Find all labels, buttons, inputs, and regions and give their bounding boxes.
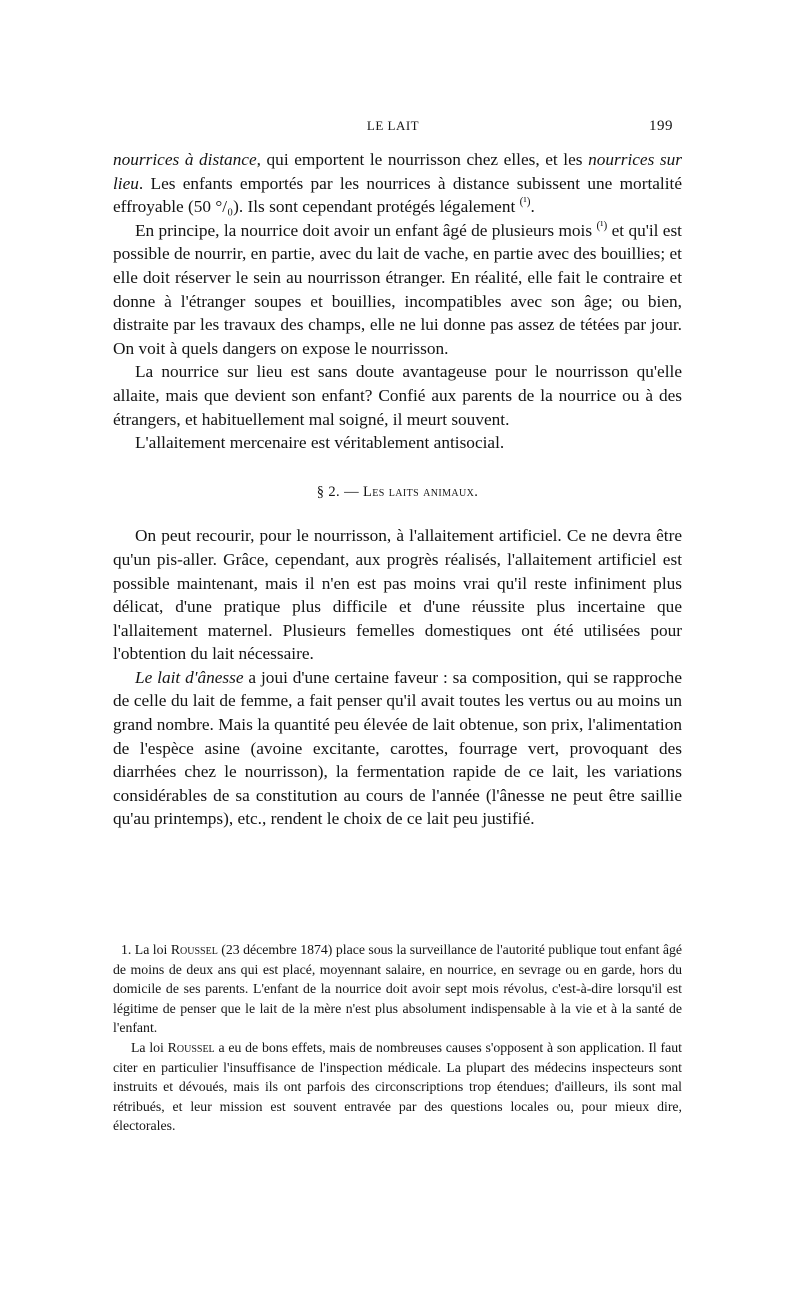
- text-run: , qui emportent le nourrisson chez elles, et les: [256, 150, 589, 169]
- section-heading: [113, 481, 682, 505]
- italic-term: nourrices sur lieu: [113, 150, 682, 193]
- footnote-1-continued: [113, 1038, 682, 1136]
- footnote-1: [113, 940, 682, 1038]
- italic-term: nourrices à distance: [113, 150, 257, 169]
- footnotes: [113, 940, 682, 1136]
- text-run: La loi: [131, 1039, 168, 1055]
- section-number: § 2. —: [316, 483, 364, 500]
- footnote-reference: (¹): [596, 220, 608, 233]
- text-run: 1. La loi: [121, 942, 171, 957]
- text-run: .: [530, 197, 535, 217]
- paragraph-nourrices: [113, 148, 682, 219]
- italic-term: Le lait d'ânesse: [135, 667, 244, 687]
- text-run: (23 décembre 1874) place sous la surveillance de l'autorité publique tout enfant âgé de moins de deux ans qui est placé, moyennant salaire, en nourrice, en sevrage ou en garde, hors du domicile de ses parents. L'enfant de la nourrice doit avoir sept mois révolus, c'est-à-dire lorsqu'il est légitime de penser que le lait de la mère n'est plus absolument indispensable à la vie et à la santé de l'enfant.: [113, 942, 682, 1036]
- running-title: LE LAIT: [366, 118, 420, 133]
- main-text: [113, 148, 682, 831]
- paragraph-principe: [113, 219, 682, 361]
- paragraph-lait-anesse: [113, 666, 682, 831]
- text-run: . Les enfants emportés par les nourrices à distance subissent une mortalité effroyable (50 °/₀). Ils sont cependant protégés légalement: [113, 173, 682, 217]
- paragraph-antisocial: L'allaitement mercenaire est véritablement antisocial.: [135, 433, 505, 453]
- paragraph-allaitement-artificiel: On peut recourir, pour le nourrisson, à l'allaitement artificiel. Ce ne devra être qu'un pis-aller. Grâce, cependant, aux progrès réalisés, l'allaitement artificiel est possible maintenant, mais il n'en est pas moins vrai qu'il reste infiniment plus délicat, d'une pratique plus difficile et d'une réussite plus incertaine que l'allaitement maternel. Plusieurs femelles domestiques ont été utilisées pour l'obtention du lait nécessaire.: [113, 526, 682, 664]
- text-run: En principe, la nourrice doit avoir un enfant âgé de plusieurs mois: [135, 220, 597, 240]
- text-run: a eu de bons effets, mais de nombreuses causes s'opposent à son application. Il faut citer en particulier l'insuffisance de l'inspection médicale. La plupart des médecins inspecteurs sont instruits et dévoués, mais ils ont parfois des circonscriptions trop étendues; d'ailleurs, ils sont mal rétribués, et leur mission est souvent entravée par des questions locales ou, pour mieux dire, électorales.: [113, 1039, 682, 1134]
- running-header: [113, 118, 673, 138]
- page-number: 199: [649, 118, 673, 134]
- section-title: Les laits animaux.: [363, 483, 479, 500]
- text-run: et qu'il est possible de nourrir, en partie, avec du lait de vache, en partie avec des bouillies; et elle doit réserver le sein au nourrisson étranger. En réalité, elle fait le contraire et donne à l'étranger soupes et bouillies, incompatibles avec son âge; ou bien, distraite par les travaux des champs, elle ne lui donne pas assez de tétées par jour. On voit à quels dangers on expose le nourrisson.: [113, 220, 682, 358]
- small-caps-name: Roussel: [170, 942, 218, 957]
- small-caps-name: Roussel: [167, 1039, 215, 1055]
- footnote-reference: (¹): [519, 196, 531, 209]
- text-run: a joui d'une certaine faveur : sa composition, qui se rapproche de celle du lait de femme, a fait penser qu'il avait toutes les vertus ou au moins un grand nombre. Mais la quantité peu élevée de lait obtenue, son prix, l'alimentation de l'espèce asine (avoine excitante, carottes, fourrage vert, provoquant des diarrhées chez le nourrisson), la fermentation rapide de ce lait, les variations considérables de sa constitution au cours de l'année (l'ânesse ne peut être saillie qu'au printemps), etc., rendent le choix de ce lait peu justifié.: [113, 667, 682, 829]
- paragraph-nourrice-sur-lieu: La nourrice sur lieu est sans doute avantageuse pour le nourrisson qu'elle allaite, mais que devient son enfant? Confié aux parents de la nourrice ou à des étrangers, et habituellement mal soigné, il meurt souvent.: [113, 362, 682, 429]
